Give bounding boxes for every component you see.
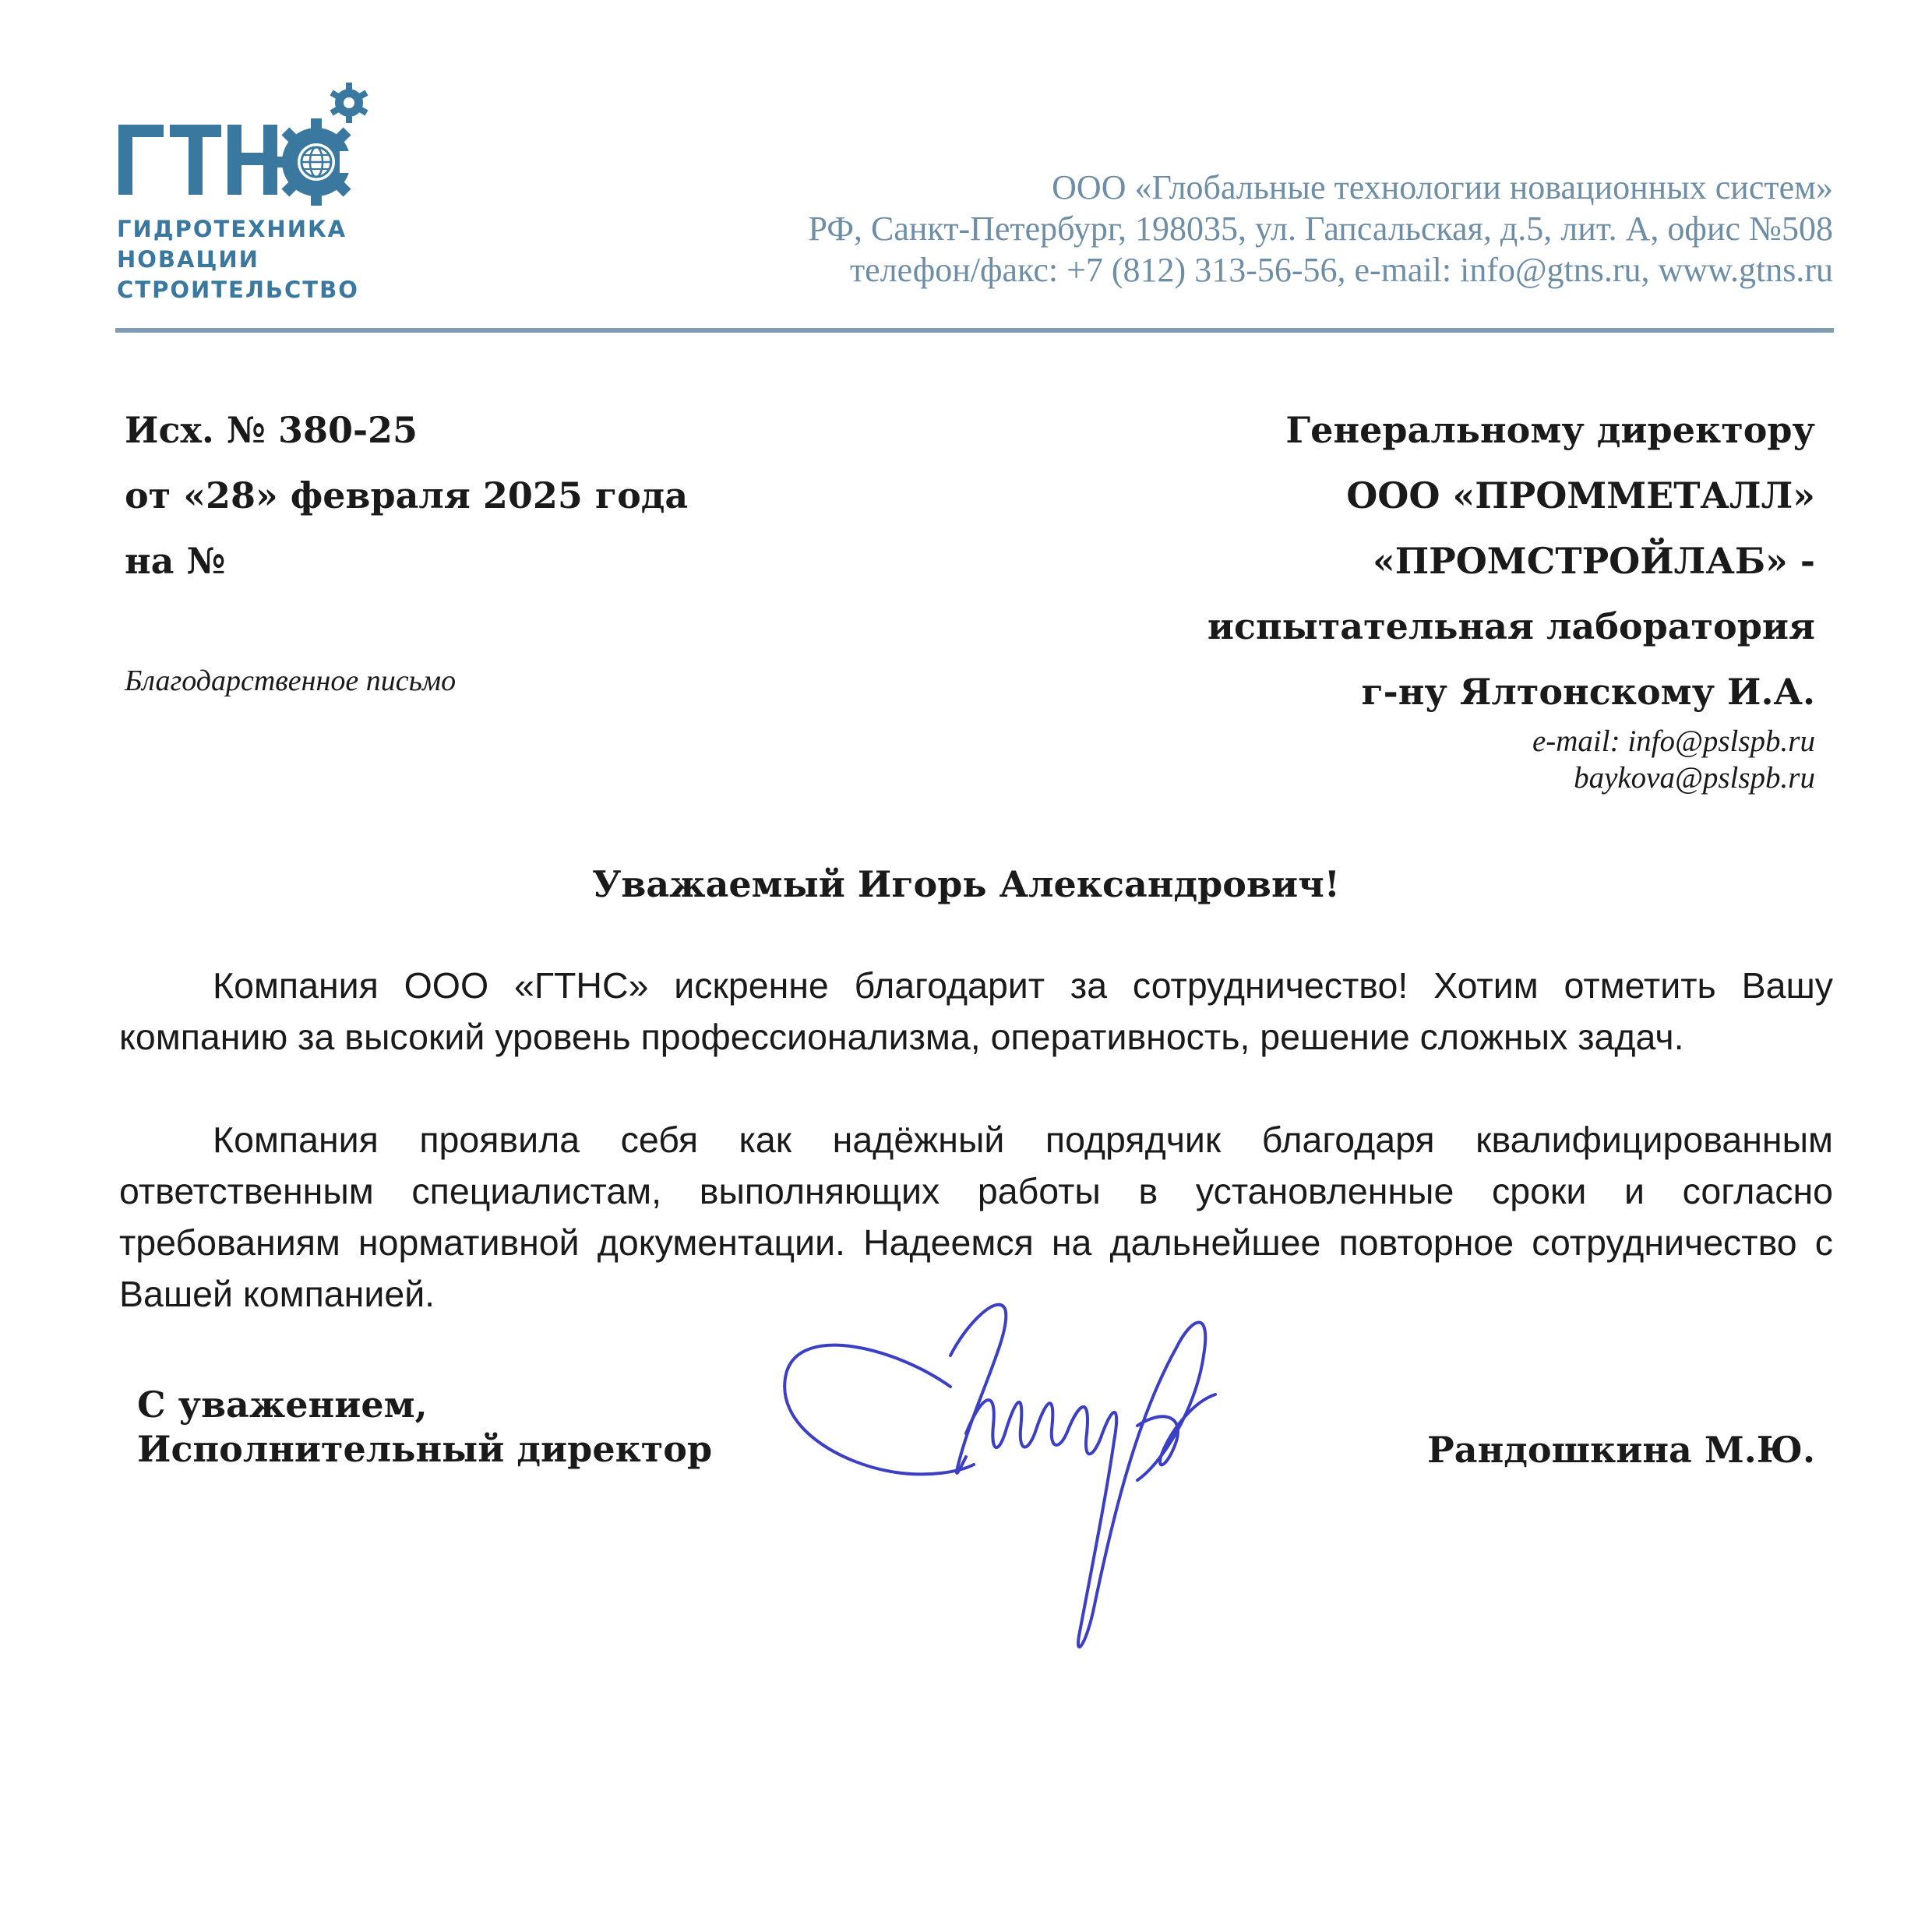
letterhead-company: ООО «Глобальные технологии новационных систем»	[1052, 168, 1833, 206]
addressee-emails	[1532, 723, 1815, 796]
logo-line-2: НОВАЦИИ	[117, 246, 259, 273]
letter-date: от «28» февраля 2025 года	[125, 474, 689, 516]
handwritten-signature	[771, 1278, 1285, 1667]
salutation: Уважаемый Игорь Александрович!	[592, 863, 1340, 905]
addressee-line-2: ООО «ПРОММЕТАЛЛ»	[1346, 474, 1815, 516]
body-paragraph-1-text: Компания ООО «ГТНС» искренне благодарит за сотрудничество! Хотим отметить Вашу компанию за высокий уровень профессионализма, оперативность, решение сложных задач.	[119, 965, 1833, 1057]
closing-regards: С уважением,	[137, 1384, 428, 1426]
body-paragraph-2-text: Компания проявила себя как надёжный подрядчик благодаря квалифицированным ответственным специалистам, выполняющих работы в установленные сроки и согласно требованиям нормативной документации. Надеемся на дальнейшее повторное сотрудничество с Вашей компанией.	[119, 1119, 1833, 1314]
outgoing-number: Исх. № 380-25	[125, 409, 418, 451]
letterhead-contacts: телефон/факс: +7 (812) 313-56-56, e-mail: info@gtns.ru, www.gtns.ru	[849, 251, 1833, 289]
body-paragraph-1	[119, 960, 1833, 1063]
addressee-email-1: e-mail: info@pslspb.ru	[1532, 724, 1815, 758]
logo-line-1: ГИДРОТЕХНИКА	[117, 216, 347, 242]
closing-block	[137, 1383, 712, 1472]
company-logo	[115, 78, 380, 312]
addressee-block	[1208, 397, 1815, 724]
letter-subject: Благодарственное письмо	[125, 665, 457, 697]
logo-line-3: СТРОИТЕЛЬСТВО	[117, 277, 359, 303]
closing-position: Исполнительный директор	[137, 1428, 713, 1470]
gtns-logo-icon	[115, 78, 380, 210]
addressee-line-3: «ПРОМСТРОЙЛАБ» -	[1372, 540, 1815, 582]
addressee-line-5: г-ну Ялтонскому И.А.	[1361, 671, 1815, 713]
addressee-email-2: baykova@pslspb.ru	[1574, 761, 1815, 795]
reference-block	[125, 397, 688, 594]
signer-name: Рандошкина М.Ю.	[1427, 1429, 1815, 1471]
addressee-line-4: испытательная лаборатория	[1207, 605, 1815, 647]
reply-to-number: на №	[125, 540, 226, 582]
letterhead-divider	[115, 328, 1834, 333]
addressee-line-1: Генеральному директору	[1285, 409, 1815, 451]
letterhead-info	[809, 167, 1833, 291]
letterhead-address: РФ, Санкт-Петербург, 198035, ул. Гапсальская, д.5, лит. А, офис №508	[808, 210, 1833, 248]
